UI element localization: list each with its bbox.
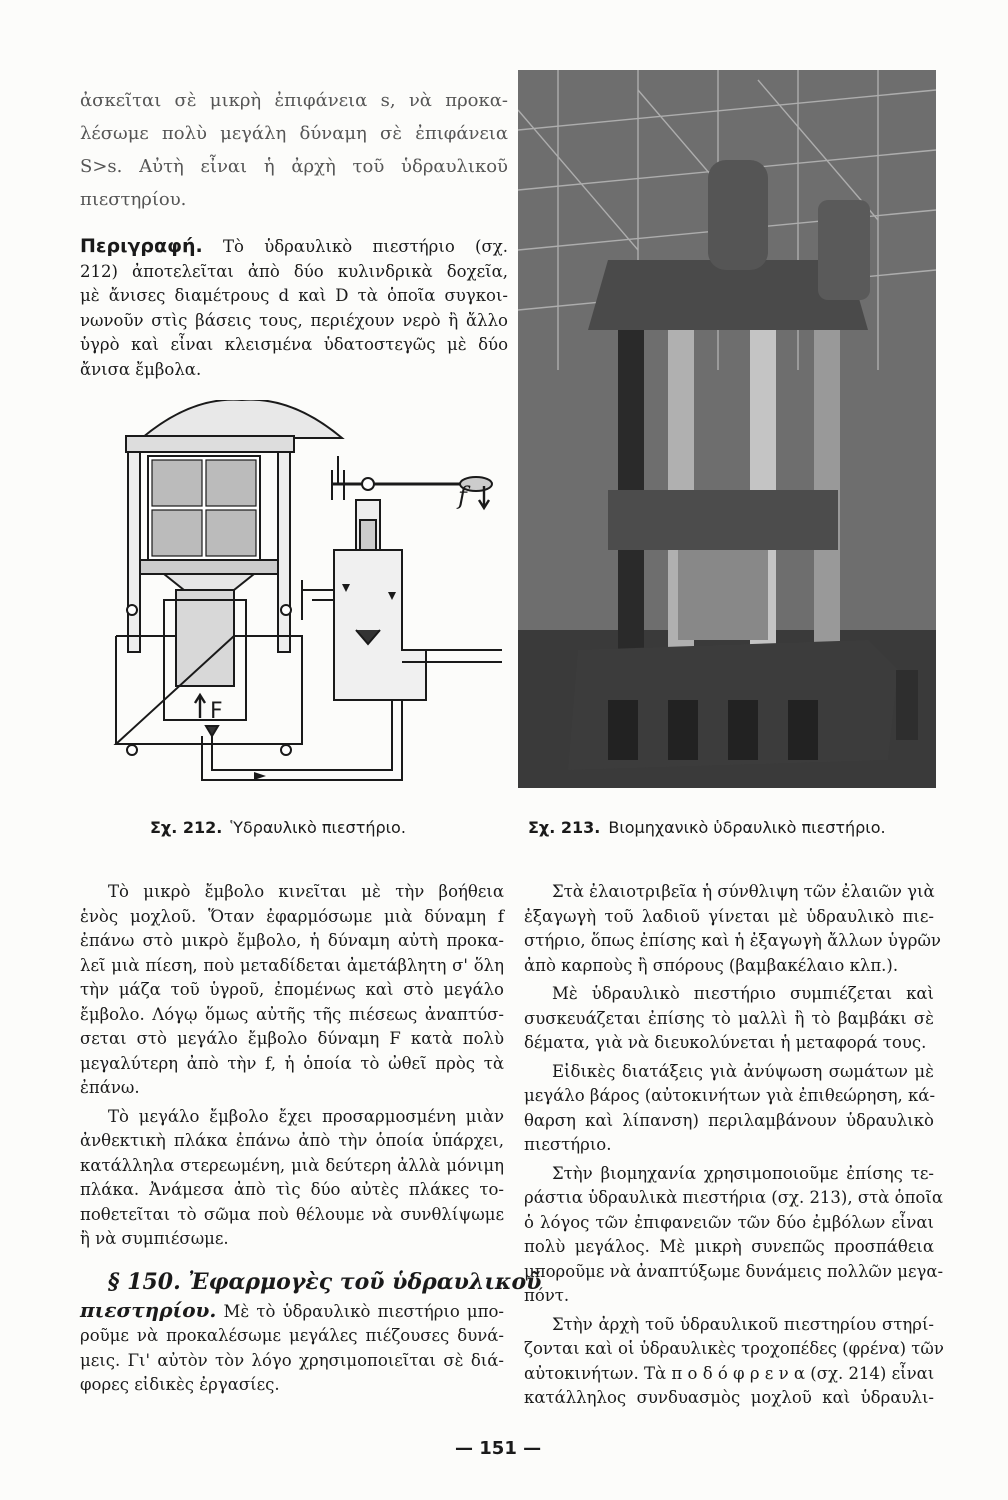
hydraulic-press-diagram	[106, 400, 502, 795]
text-line: Τὸ μικρὸ ἔμβολο κινεῖται μὲ τὴν βοήθεια	[108, 882, 504, 901]
figure-212-caption	[150, 818, 406, 837]
right-column	[524, 880, 944, 1415]
text-line: φορες εἰδικὲς ἐργασίες.	[80, 1375, 280, 1394]
text-line: Στὰ ἐλαιοτριβεῖα ἡ σύνθλιψη τῶν ἐλαιῶν γιὰ	[552, 882, 935, 901]
text-line: πιεστήριο.	[524, 1135, 612, 1154]
large-piston	[176, 590, 234, 686]
text-line	[80, 234, 508, 260]
left-column	[80, 880, 542, 1402]
text-line: ὑγρὸ καὶ εἶναι κλεισμένα ὑδατοστεγῶς μὲ δύο	[80, 335, 508, 354]
text-line: τὴν μάζα τοῦ ὑγροῦ, ἐπομένως καὶ στὸ μεγάλο	[80, 980, 504, 999]
text-line: αὐτοκινήτων. Τὰ π ο δ ό φ ρ ε ν α (σχ. 214) εἶναι	[524, 1363, 935, 1383]
text-line	[80, 1298, 504, 1325]
text-line: ἐπάνω.	[80, 1078, 140, 1097]
paragraph	[524, 880, 941, 978]
text-line: ζονται καὶ οἱ ὑδραυλικὲς τροχοπέδες (φρένα) τῶν	[524, 1339, 944, 1358]
caption-text: Βιομηχανικὸ ὑδραυλικὸ πιεστήριο.	[608, 818, 886, 837]
right-column	[278, 452, 290, 652]
text-line: μεγάλο βάρος (αὐτοκινήτων γιὰ ἐπιθεώρηση, κά-	[524, 1086, 936, 1105]
text-line: ἀπὸ καρποὺς ἢ σπόρους (βαμβακέλαιο κλπ.).	[524, 955, 899, 975]
text-line: πολὺ μεγάλος. Μὲ μικρὴ συνεπῶς προσπάθεια	[524, 1237, 934, 1256]
text-line: 212) ἀποτελεῖται ἀπὸ δύο κυλινδρικὰ δοχεῖα,	[80, 261, 508, 281]
intro-paragraph	[80, 84, 508, 216]
text-line: σεται στὸ μεγάλο ἔμβολο δύναμη F κατὰ πολὺ	[80, 1029, 504, 1048]
description-heading: Περιγραφή.	[80, 235, 203, 257]
top-beam	[126, 436, 294, 452]
left-column	[128, 452, 140, 652]
text-line: θαρση καὶ λίπανση) περιλαμβάνουν ὑδραυλικὸ	[524, 1110, 934, 1130]
text-line: ἀνθεκτικὴ πλάκα ἐπάνω ἀπὸ τὴν ὁποία ὑπάρχει,	[80, 1131, 504, 1150]
text-line: νωνοῦν στὶς βάσεις τους, περιέχουν νερὸ ἢ ἄλλο	[80, 310, 508, 330]
text-line: πλάκα. Ἀνάμεσα ἀπὸ τὶς δύο αὐτὲς πλάκες το-	[80, 1180, 504, 1199]
force-F-arrow	[195, 695, 205, 718]
text-line: ποθετεῖται τὸ σῶμα ποὺ θέλουμε νὰ συνθλίψωμε	[80, 1204, 504, 1224]
text-line: ἐπάνω στὸ μικρὸ ἔμβολο, ἡ δύναμη αὐτὴ προκα-	[80, 931, 504, 950]
paragraph	[80, 880, 504, 1101]
text-line: ἄνισα ἔμβολα.	[80, 359, 202, 379]
caption-text: Ὑδραυλικὸ πιεστήριο.	[230, 818, 406, 837]
text-line: δέματα, γιὰ νὰ διευκολύνεται ἡ μεταφορά τους.	[524, 1033, 927, 1052]
text-line: ἑνὸς μοχλοῦ. Ὅταν ἐφαρμόσωμε μιὰ δύναμη f	[80, 906, 504, 926]
text-line: μεγαλύτερη ἀπὸ τὴν f, ἡ ὁποία τὸ ὠθεῖ πρὸς τὰ	[80, 1053, 504, 1073]
text-line: S>s. Αὐτὴ εἶναι ἡ ἀρχὴ τοῦ ὑδραυλικοῦ	[80, 156, 508, 177]
text-line: συσκευάζεται ἐπίσης τὸ μαλλὶ ἢ τὸ βαμβάκι σὲ	[524, 1008, 934, 1028]
section-heading-cont: πιεστηρίου.	[80, 1297, 217, 1322]
text-line: Στὴν βιομηχανία χρησιμοποιοῦμε ἐπίσης τε-	[552, 1163, 934, 1183]
force-f-label: f	[458, 482, 467, 510]
industrial-press-photo	[518, 70, 936, 788]
section-heading: § 150. Ἐφαρμογὲς τοῦ ὑδραυλικοῦ	[108, 1268, 542, 1295]
text-line: ράστια ὑδραυλικὰ πιεστήρια (σχ. 213), στὰ ὁποῖα	[524, 1188, 943, 1207]
text-line: Εἰδικὲς διατάξεις γιὰ ἀνύψωση σωμάτων μὲ	[552, 1061, 934, 1081]
section-150	[80, 1266, 542, 1398]
text-line: ἢ νὰ συμπιέσωμε.	[80, 1229, 229, 1248]
top-plate	[142, 400, 342, 438]
paragraph	[524, 982, 934, 1056]
paragraph	[524, 1162, 944, 1309]
moving-plate	[140, 560, 278, 574]
text-line: Στὴν ἀρχὴ τοῦ ὑδραυλικοῦ πιεστηρίου στηρί-	[552, 1314, 934, 1334]
text-line: μὲ ἄνισες διαμέτρους d καὶ D τὰ ὁποῖα συγκοι-	[80, 286, 508, 305]
caption-number: Σχ. 213.	[528, 818, 601, 837]
text-fragment: Τὸ ὑδραυλικὸ πιεστήριο (σχ.	[222, 237, 508, 256]
text-line: κατάλληλος συνδυασμὸς μοχλοῦ καὶ ὑδραυλι-	[524, 1388, 934, 1407]
text-line: ἔμβολο. Λόγῳ ὅμως αὐτῆς τῆς πιέσεως ἀναπτύσ-	[80, 1004, 504, 1024]
text-line: ἀσκεῖται σὲ μικρὴ ἐπιφάνεια s, νὰ προκα-	[80, 90, 508, 111]
text-line: μποροῦμε νὰ ἀναπτύξωμε δυνάμεις πολλῶν μεγα-	[524, 1261, 944, 1281]
text-line: στήριο, ὅπως ἐπίσης καὶ ἡ ἐξαγωγὴ ἄλλων ὑγρῶν	[524, 931, 941, 950]
paragraph	[524, 1060, 934, 1158]
paragraph	[80, 1105, 504, 1252]
text-line: ἐξαγωγὴ τοῦ λαδιοῦ γίνεται μὲ ὑδραυλικὸ πιε-	[524, 906, 934, 926]
text-line: ὁ λόγος τῶν ἐπιφανειῶν τῶν δύο ἐμβόλων εἶναι	[524, 1212, 934, 1232]
paragraph	[524, 1313, 944, 1411]
text-line: μεις. Γι' αὐτὸν τὸν λόγο χρησιμοποιεῖται σὲ διά-	[80, 1350, 504, 1370]
text-line: λεῖ μιὰ πίεση, ποὺ μεταδίδεται ἀμετάβλητη σ' ὅλη	[80, 955, 504, 975]
text-line: ροῦμε νὰ προκαλέσωμε μεγάλες πιέζουσες δυνά-	[80, 1326, 504, 1345]
text-line: πόντ.	[524, 1286, 570, 1305]
text-line: πιεστηρίου.	[80, 189, 187, 210]
text-line: κατάλληλα στερεωμένη, μιὰ δεύτερη ἀλλὰ μόνιμη	[80, 1155, 504, 1175]
description-paragraph	[80, 234, 508, 382]
text-line: Μὲ ὑδραυλικὸ πιεστήριο συμπιέζεται καὶ	[552, 984, 934, 1003]
page-number: — 151 —	[455, 1438, 542, 1459]
text-line: Τὸ μεγάλο ἔμβολο ἔχει προσαρμοσμένη μιὰν	[108, 1106, 504, 1126]
force-F-label: F	[210, 699, 223, 724]
text-line: λέσωμε πολὺ μεγάλη δύναμη σὲ ἐπιφάνεια	[80, 123, 508, 144]
text-fragment: Μὲ τὸ ὑδραυλικὸ πιεστήριο μπο-	[223, 1301, 504, 1321]
figure-213-caption	[528, 818, 886, 837]
caption-number: Σχ. 212.	[150, 818, 223, 837]
